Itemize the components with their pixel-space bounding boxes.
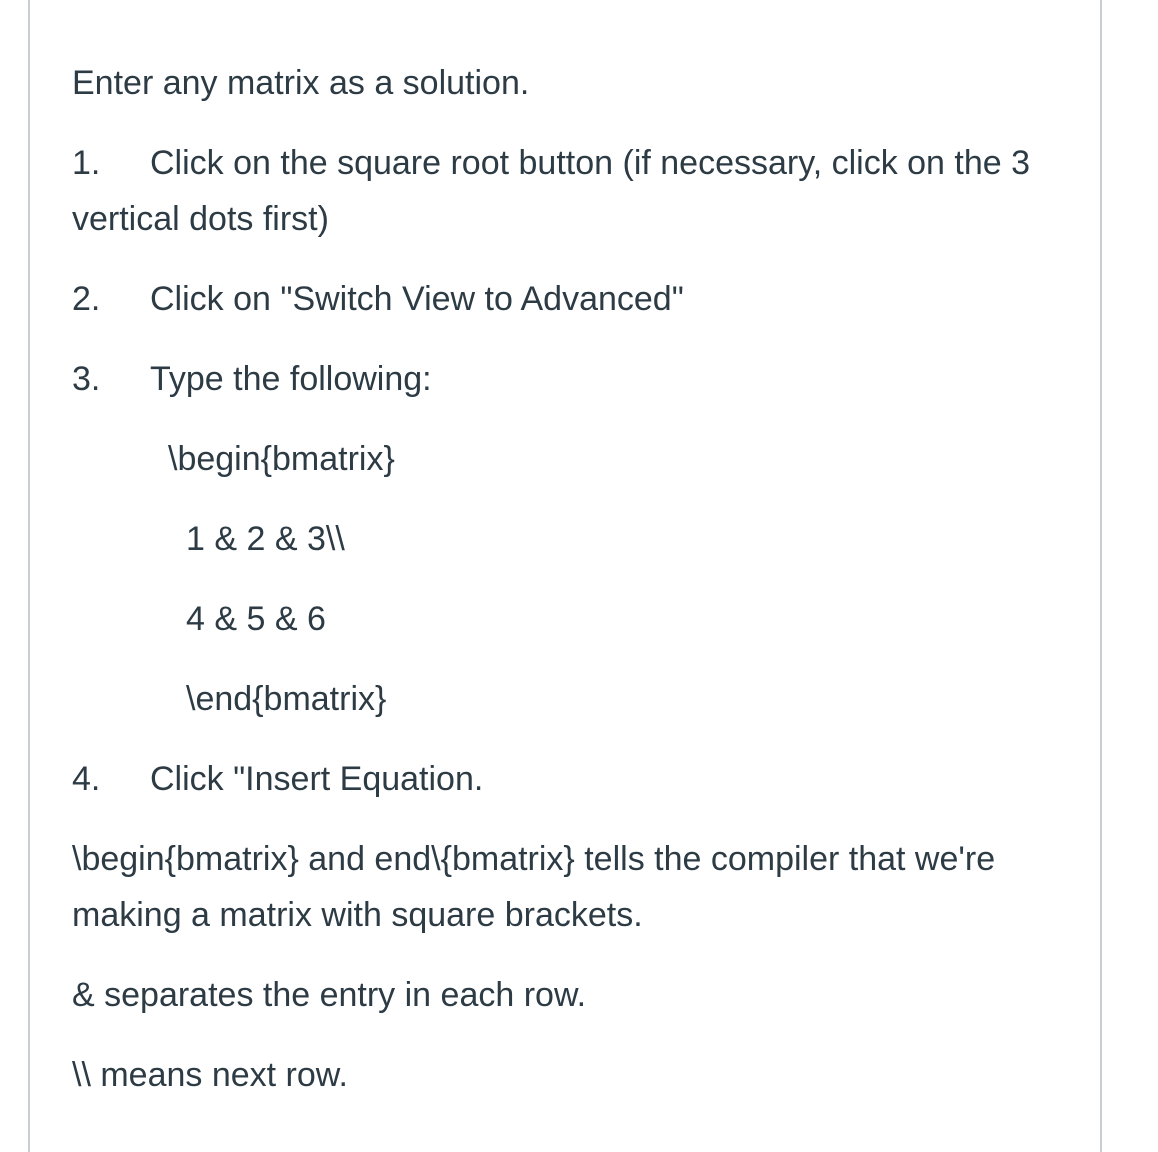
intro-text: Enter any matrix as a solution. — [72, 64, 530, 102]
step-2 — [72, 271, 1062, 327]
step-text: Click on the square root button (if necessary, click on the 3 vertical dots first) — [72, 144, 1031, 238]
step-number: 1. — [72, 144, 101, 182]
step-number: 4. — [72, 760, 101, 798]
code-row-2: 4 & 5 & 6 — [186, 600, 326, 638]
step-4 — [72, 751, 1062, 807]
step-text: Click "Insert Equation. — [150, 760, 484, 798]
note-ampersand: & separates the entry in each row. — [72, 976, 587, 1014]
note-newline: \\ means next row. — [72, 1056, 348, 1094]
step-number: 3. — [72, 360, 101, 398]
note-bmatrix: \begin{bmatrix} and end\{bmatrix} tells the compiler that we're making a matrix with square brackets. — [72, 840, 996, 934]
code-row-1: 1 & 2 & 3\\ — [186, 520, 345, 558]
step-3 — [72, 351, 1062, 407]
step-1 — [72, 135, 1062, 247]
code-end: \end{bmatrix} — [186, 680, 387, 718]
step-text: Click on "Switch View to Advanced" — [150, 280, 684, 318]
step-number: 2. — [72, 280, 101, 318]
instructions-body — [72, 55, 1062, 1127]
content-panel — [28, 0, 1102, 1152]
step-text: Type the following: — [150, 360, 432, 398]
code-begin: \begin{bmatrix} — [168, 440, 395, 478]
